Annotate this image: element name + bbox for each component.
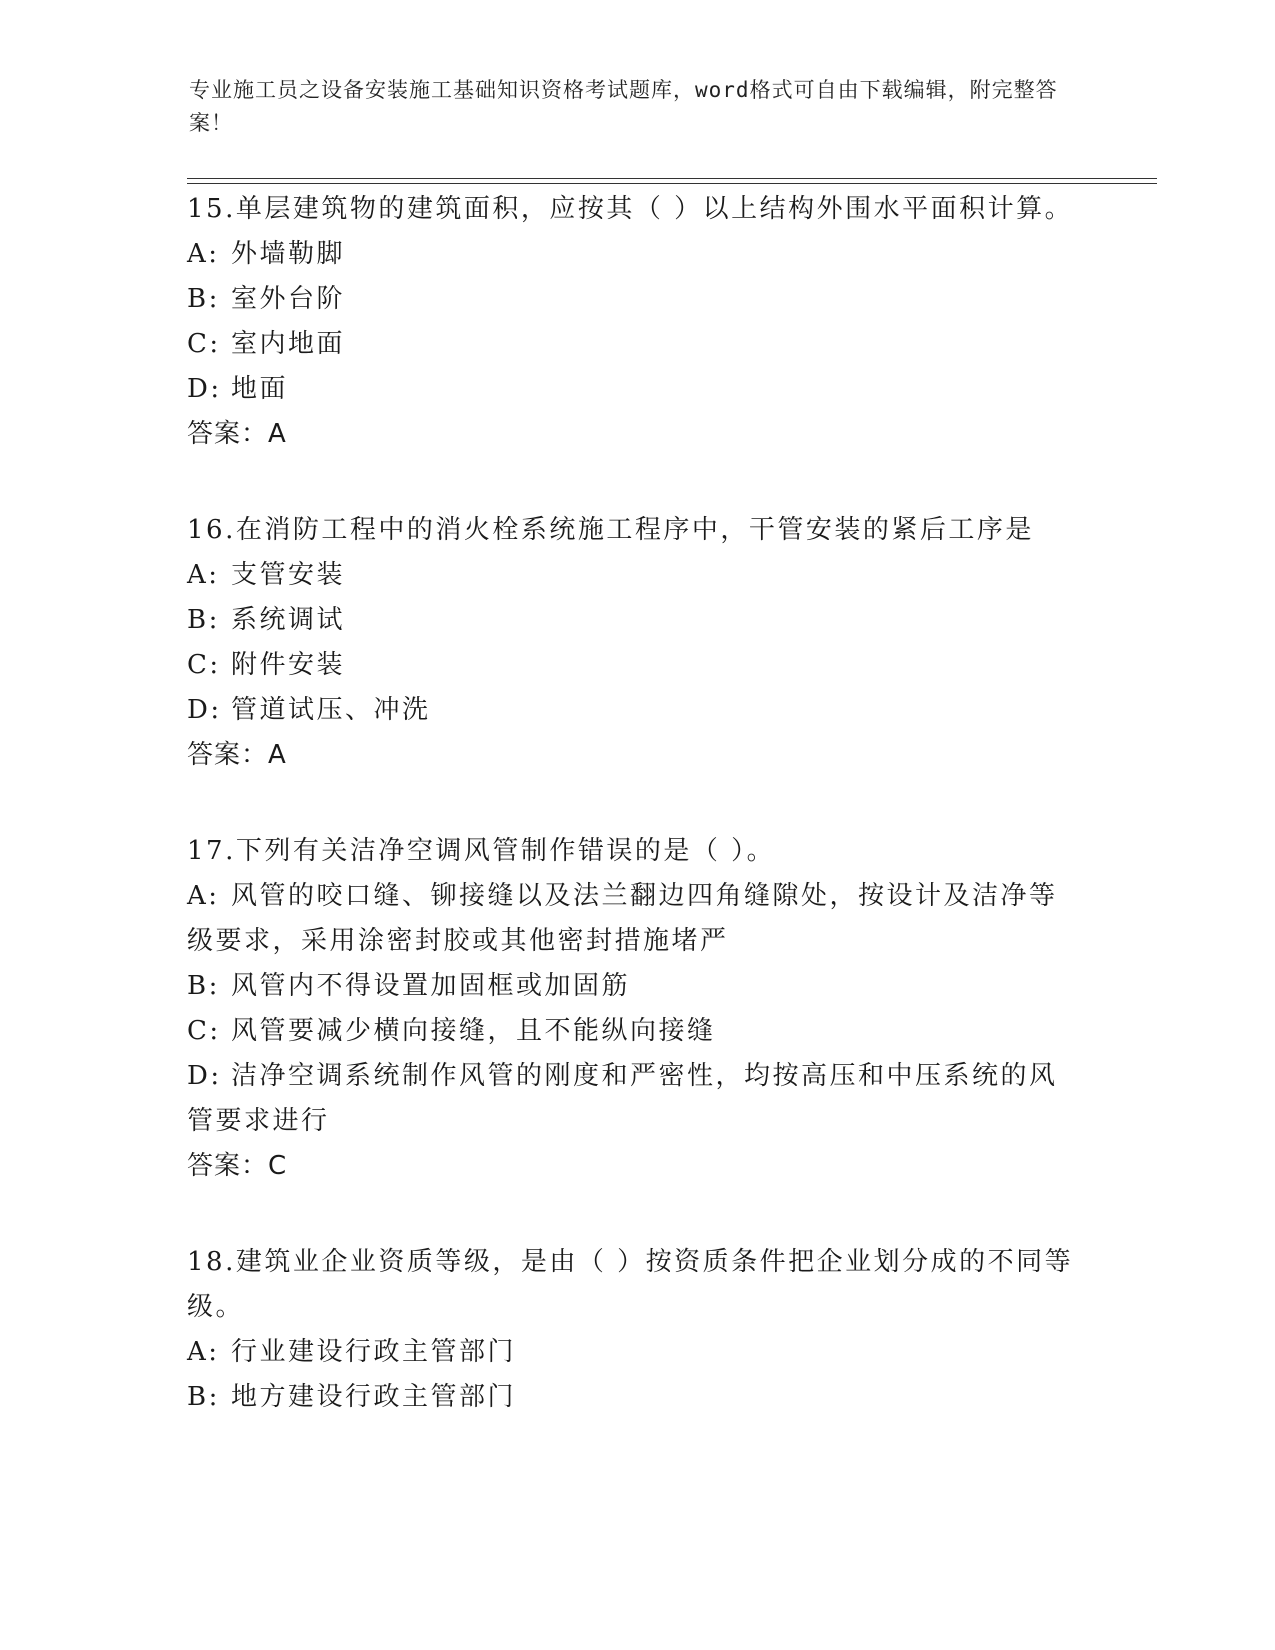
answer-line: 答案：C [187, 1151, 288, 1181]
document-header: 专业施工员之设备安装施工基础知识资格考试题库，word格式可自由下载编辑，附完整答案！ [189, 78, 1058, 135]
option-label: B: [187, 605, 220, 635]
option-text: 室内地面 [231, 329, 346, 359]
question-17 [187, 829, 1077, 1189]
option-label: B: [187, 284, 220, 314]
option-text: 风管的咬口缝、铆接缝以及法兰翻边四角缝隙处，按设计及洁净等级要求，采用涂密封胶或其他密封措施堵严 [187, 881, 1058, 956]
option-label: C: [187, 329, 221, 359]
question-text: 18.建筑业企业资质等级，是由（ ）按资质条件把企业划分成的不同等级。 [187, 1247, 1074, 1322]
question-text: 15.单层建筑物的建筑面积，应按其（ ）以上结构外围水平面积计算。 [187, 194, 1074, 224]
option-label: A: [187, 560, 220, 590]
question-16 [187, 508, 1077, 778]
option-label: D: [187, 374, 222, 404]
option-label: A: [187, 239, 220, 269]
option-text: 管道试压、冲洗 [231, 695, 431, 725]
option-label: D: [187, 1061, 222, 1091]
option-label: C: [187, 1016, 221, 1046]
answer-line: 答案：A [187, 740, 287, 770]
option-text: 外墙勒脚 [231, 239, 346, 269]
option-a [187, 553, 1077, 598]
option-text: 风管内不得设置加固框或加固筋 [231, 971, 631, 1001]
option-text: 风管要减少横向接缝，且不能纵向接缝 [231, 1016, 716, 1046]
option-text: 地面 [231, 374, 289, 404]
option-d [187, 1054, 1077, 1144]
option-a [187, 874, 1077, 964]
option-text: 室外台阶 [231, 284, 346, 314]
option-text: 行业建设行政主管部门 [231, 1337, 517, 1367]
question-15 [187, 187, 1077, 457]
option-label: A: [187, 1337, 220, 1367]
option-label: D: [187, 695, 222, 725]
option-d [187, 688, 1077, 733]
question-18 [187, 1240, 1077, 1420]
question-list [187, 187, 1077, 1420]
option-b [187, 598, 1077, 643]
option-c [187, 322, 1077, 367]
question-text: 17.下列有关洁净空调风管制作错误的是（ ）。 [187, 836, 776, 866]
option-b [187, 1375, 1077, 1420]
option-a [187, 232, 1077, 277]
option-text: 系统调试 [231, 605, 346, 635]
option-text: 支管安装 [231, 560, 346, 590]
option-text: 洁净空调系统制作风管的刚度和严密性，均按高压和中压系统的风管要求进行 [187, 1061, 1058, 1136]
option-d [187, 367, 1077, 412]
option-label: A: [187, 881, 220, 911]
option-label: B: [187, 971, 220, 1001]
option-c [187, 643, 1077, 688]
option-c [187, 1009, 1077, 1054]
option-text: 附件安装 [231, 650, 346, 680]
question-text: 16.在消防工程中的消火栓系统施工程序中，干管安装的紧后工序是 [187, 515, 1034, 545]
header-divider [187, 178, 1157, 184]
option-b [187, 277, 1077, 322]
option-label: C: [187, 650, 221, 680]
option-label: B: [187, 1382, 220, 1412]
option-b [187, 964, 1077, 1009]
answer-line: 答案：A [187, 419, 287, 449]
option-a [187, 1330, 1077, 1375]
option-text: 地方建设行政主管部门 [231, 1382, 517, 1412]
